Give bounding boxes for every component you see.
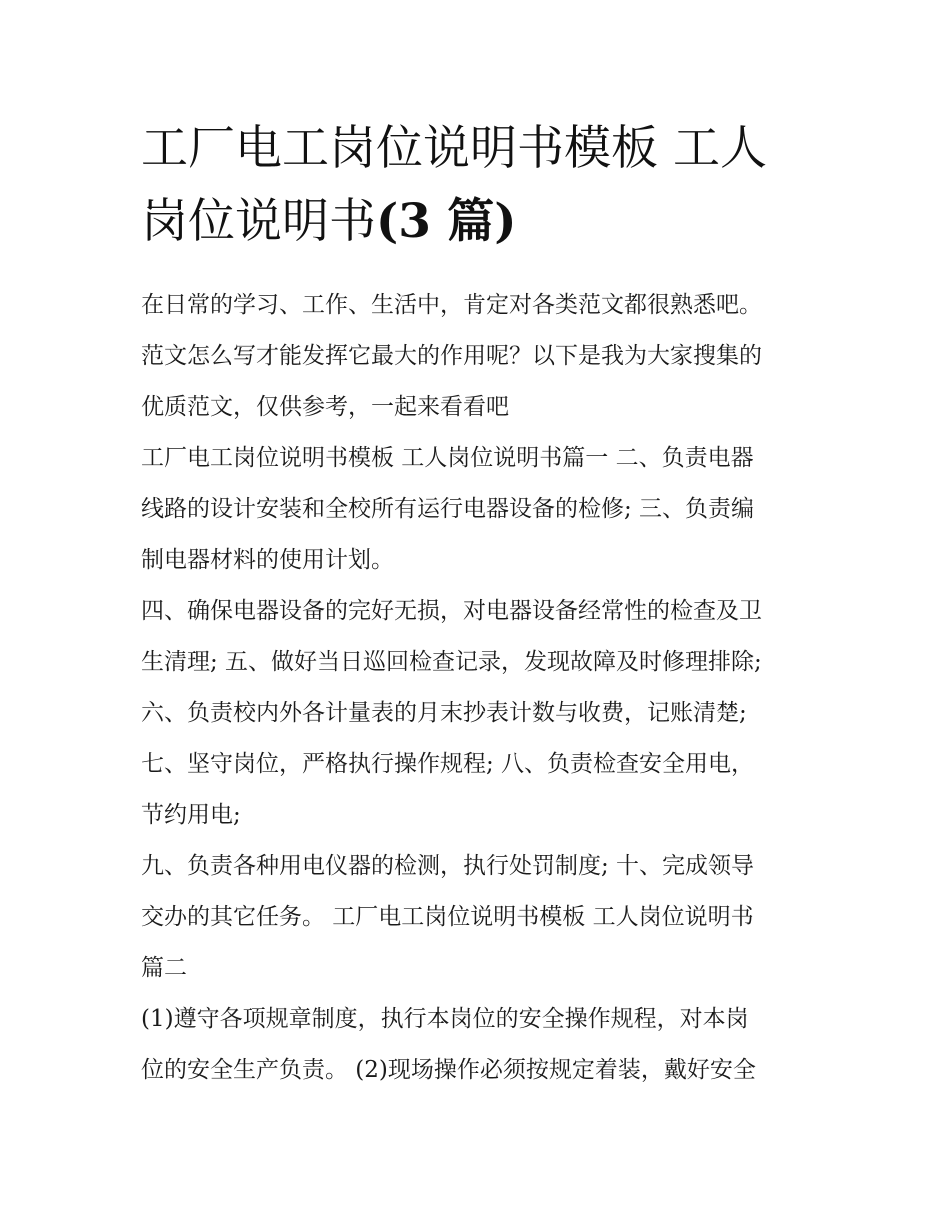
paragraph-line: 工厂电工岗位说明书模板 工人岗位说明书篇一 二、负责电器 [141,445,754,471]
paragraph-line: 七、坚守岗位，严格执行操作规程; 八、负责检查安全用电， [141,751,755,777]
title-line-2-count: (3 篇) [376,194,517,249]
paragraph-line: 生清理; 五、做好当日巡回检查记录，发现故障及时修理排除; [141,649,762,675]
paragraph-line: 交办的其它任务。 工厂电工岗位说明书模板 工人岗位说明书 [141,904,754,930]
paragraph-duties [141,586,813,841]
paragraph-line: 在日常的学习、工作、生活中，肯定对各类范文都很熟悉吧。 [141,292,762,318]
paragraph-line: 范文怎么写才能发挥它最大的作用呢？以下是我为大家搜集的 [141,343,762,369]
paragraph-intro [141,280,813,433]
paragraph-line: 六、负责校内外各计量表的月末抄表计数与收费，记账清楚; [141,700,747,726]
paragraph-line: 优质范文，仅供参考，一起来看看吧 [141,394,509,420]
paragraph-line: 四、确保电器设备的完好无损，对电器设备经常性的检查及卫 [141,598,762,624]
title-line-1 [141,112,813,185]
title-line-2-text: 岗位说明书 [141,194,376,249]
paragraph-line: 位的安全生产负责。 (2)现场操作必须按规定着装，戴好安全 [141,1057,756,1083]
title-line-1-text: 工厂电工岗位说明书模板 工人 [141,121,767,176]
paragraph-section-1 [141,433,813,586]
paragraph-rules [141,994,813,1096]
paragraph-line: (1)遵守各项规章制度，执行本岗位的安全操作规程，对本岗 [141,1006,749,1032]
paragraph-line: 篇二 [141,955,187,981]
paragraph-line: 制电器材料的使用计划。 [141,547,394,573]
paragraph-line: 九、负责各种用电仪器的检测，执行处罚制度; 十、完成领导 [141,853,755,879]
title-line-2 [141,185,813,258]
paragraph-line: 线路的设计安装和全校所有运行电器设备的检修; 三、负责编 [141,496,755,522]
paragraph-line: 节约用电; [141,802,241,828]
document-title [141,112,813,258]
document-body [141,112,813,1096]
paragraph-section-2 [141,841,813,994]
